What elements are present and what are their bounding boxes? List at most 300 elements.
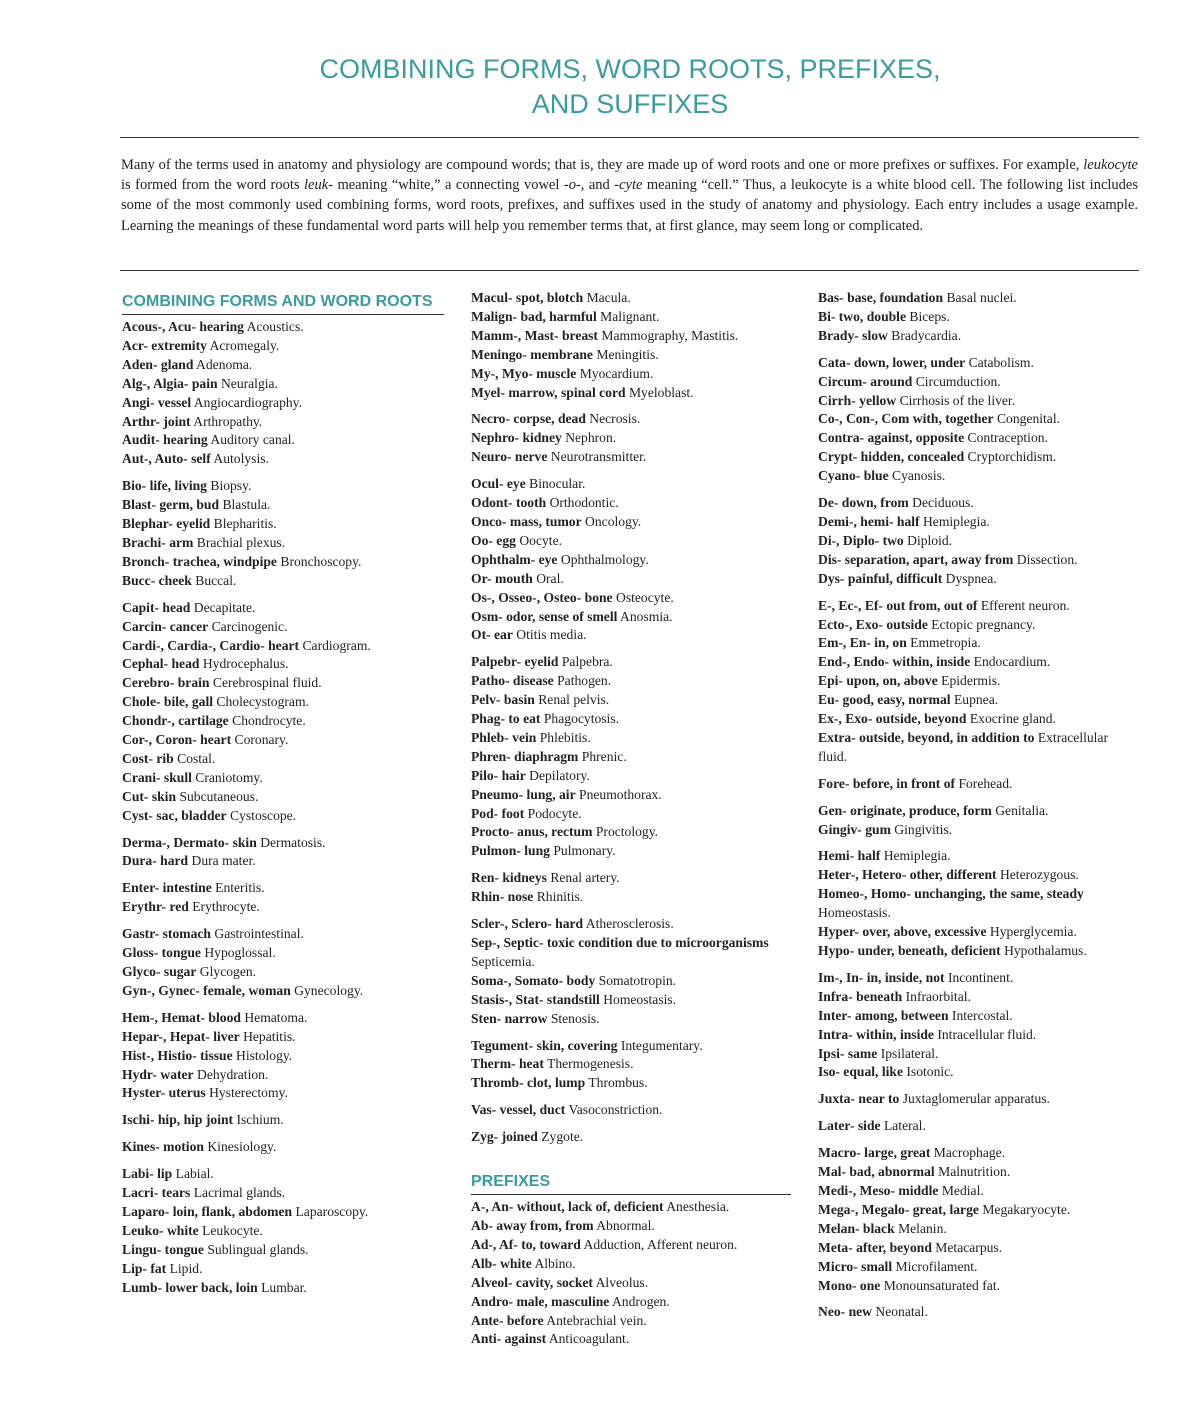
entry-example: Lateral. (883, 1118, 926, 1134)
glossary-entry (122, 879, 444, 898)
entry-example: Brachial plexus. (196, 534, 286, 550)
entry-term: Cardi-, Cardia-, Cardio- heart (122, 637, 300, 653)
entry-term: Vas- vessel, duct (471, 1102, 566, 1118)
glossary-entry (471, 729, 791, 748)
glossary-entry (818, 1026, 1140, 1045)
entry-example: Gynecology. (294, 982, 364, 998)
entry-example: Androgen. (611, 1293, 670, 1309)
entry-example: Auditory canal. (210, 432, 295, 448)
entry-term: Lip- fat (122, 1260, 167, 1276)
entry-term: Melan- black (818, 1220, 895, 1236)
entry-groups (122, 318, 444, 1298)
entry-example: Incontinent. (947, 969, 1014, 985)
entry-example: Pulmonary. (553, 843, 616, 859)
entry-group (471, 475, 791, 645)
entry-term: Di-, Diplo- two (818, 532, 904, 548)
entry-example: Intracellular fluid. (937, 1026, 1037, 1042)
glossary-entry (471, 551, 791, 570)
entry-example: Buccal. (195, 572, 237, 588)
entry-example: Vasoconstriction. (568, 1102, 663, 1118)
entry-example: Septicemia. (471, 953, 535, 969)
entry-term: Later- side (818, 1118, 881, 1134)
entry-example: Heterozygous. (999, 867, 1079, 883)
glossary-entry (122, 318, 444, 337)
entry-example: Carcinogenic. (211, 618, 288, 634)
entry-term: Hypo- under, beneath, deficient (818, 943, 1001, 958)
entry-example: Hemiplegia. (922, 513, 990, 529)
entry-example: Phrenic. (581, 748, 627, 764)
entry-example: Laparoscopy. (295, 1203, 369, 1219)
entry-term: Juxta- near to (818, 1091, 900, 1107)
entry-group (471, 653, 791, 861)
entry-group (122, 1138, 444, 1157)
entry-example: Hyperglycemia. (989, 924, 1077, 940)
glossary-entry (471, 1217, 791, 1236)
entry-example: Somatotropin. (598, 972, 677, 988)
entry-term: Medi-, Meso- middle (818, 1182, 939, 1198)
entry-term: Gastr- stomach (122, 926, 211, 942)
entry-example: Cryptorchidism. (967, 449, 1057, 465)
entry-term: Pelv- basin (471, 692, 535, 708)
column-combining-forms (122, 291, 444, 1306)
entry-example: Eupnea. (953, 692, 999, 708)
glossary-entry (122, 553, 444, 572)
entry-term: Lumb- lower back, loin (122, 1279, 258, 1295)
entry-term: Homeo-, Homo- unchanging, the same, steady (818, 886, 1084, 902)
entry-example: Alveolus. (595, 1274, 649, 1290)
entry-example: Lumbar. (261, 1279, 307, 1295)
glossary-entry (818, 1182, 1140, 1201)
entry-group (471, 289, 791, 402)
glossary-entry (818, 1239, 1140, 1258)
glossary-entry (122, 655, 444, 674)
entry-example: Otitis media. (516, 627, 587, 643)
entry-example: Antebrachial vein. (546, 1312, 647, 1328)
entry-term: Ophthalm- eye (471, 551, 558, 567)
glossary-entry (818, 942, 1140, 961)
glossary-entry (471, 513, 791, 532)
entry-group (122, 477, 444, 590)
entry-groups-prefixes (471, 1198, 791, 1349)
entry-term: Gen- originate, produce, form (818, 802, 992, 818)
glossary-entry (471, 532, 791, 551)
glossary-entry (471, 767, 791, 786)
glossary-entry (471, 626, 791, 645)
entry-example: Erythrocyte. (192, 899, 260, 915)
entry-term: Mamm-, Mast- breast (471, 327, 598, 343)
entry-example: Blepharitis. (213, 516, 277, 532)
glossary-entry (471, 308, 791, 327)
entry-term: De- down, from (818, 495, 909, 511)
entry-example: Kinesiology. (207, 1139, 277, 1155)
entry-example: Arthropathy. (193, 413, 263, 429)
entry-example: Leukocyte. (202, 1222, 263, 1238)
glossary-entry (122, 1165, 444, 1184)
entry-term: Hem-, Hemat- blood (122, 1009, 241, 1025)
entry-example: Biceps. (909, 308, 950, 324)
entry-example: Albino. (534, 1255, 576, 1271)
entry-example: Circumduction. (915, 373, 1001, 389)
glossary-entry (122, 450, 444, 469)
entry-example: Hepatitis. (243, 1028, 296, 1044)
intro-text: meaning “white,” a connecting vowel (332, 177, 564, 194)
entry-example: Gingivitis. (894, 821, 953, 837)
entry-term: Lacri- tears (122, 1185, 191, 1201)
glossary-entry (122, 1203, 444, 1222)
entry-term: Meningo- membrane (471, 346, 593, 362)
entry-term: Crani- skull (122, 769, 192, 785)
glossary-entry (818, 551, 1140, 570)
section-heading-combining-forms: COMBINING FORMS AND WORD ROOTS (122, 291, 444, 315)
entry-example: Histology. (236, 1047, 293, 1063)
entry-term: Aut-, Auto- self (122, 451, 211, 467)
entry-term: Alb- white (471, 1255, 532, 1271)
entry-example: Malnutrition. (938, 1164, 1011, 1180)
entry-term: Gyn-, Gynec- female, woman (122, 982, 291, 998)
glossary-entry (471, 1010, 791, 1029)
entry-term: Andro- male, masculine (471, 1293, 610, 1309)
entry-term: Co-, Con-, Com with, together (818, 411, 994, 427)
entry-example: Isotonic. (906, 1064, 954, 1080)
intro-root: leuk- (304, 177, 333, 194)
glossary-entry (818, 775, 1140, 794)
intro-term: leukocyte (1083, 157, 1138, 173)
entry-term: Lingu- tongue (122, 1241, 204, 1257)
entry-term: Cyst- sac, bladder (122, 807, 227, 823)
entry-example: Myocardium. (579, 365, 654, 381)
entry-example: Mammography, Mastitis. (601, 327, 739, 343)
entry-group (471, 869, 791, 907)
column-prefixes-continued (818, 289, 1140, 1330)
entry-term: Sten- narrow (471, 1010, 548, 1026)
entry-example: Anosmia. (620, 608, 673, 624)
glossary-entry (122, 834, 444, 853)
entry-example: Rhinitis. (536, 889, 584, 905)
entry-term: Contra- against, opposite (818, 430, 965, 446)
entry-term: Heter-, Hetero- other, different (818, 867, 997, 883)
glossary-entry (122, 394, 444, 413)
glossary-entry (818, 308, 1140, 327)
glossary-entry (122, 1084, 444, 1103)
entry-term: Ren- kidneys (471, 870, 547, 886)
glossary-entry (122, 1066, 444, 1085)
entry-term: Pulmon- lung (471, 843, 550, 859)
glossary-entry (471, 289, 791, 308)
page-title (120, 52, 1140, 122)
entry-term: Phren- diaphragm (471, 748, 579, 764)
entry-term: Ocul- eye (471, 476, 526, 492)
glossary-entry (122, 944, 444, 963)
entry-term: Chondr-, cartilage (122, 713, 229, 729)
entry-example: Subcutaneous. (179, 788, 259, 804)
entry-term: Rhin- nose (471, 889, 534, 905)
entry-example: Decapitate. (193, 599, 256, 615)
glossary-entry (818, 710, 1140, 729)
entry-term: Meta- after, beyond (818, 1239, 932, 1255)
entry-example: Anticoagulant. (548, 1331, 630, 1347)
entry-example: Catabolism. (968, 354, 1034, 370)
entry-term: Dis- separation, apart, away from (818, 551, 1014, 567)
entry-term: Angi- vessel (122, 394, 192, 410)
glossary-entry (818, 1063, 1140, 1082)
glossary-entry (122, 1279, 444, 1298)
entry-term: Palpebr- eyelid (471, 654, 559, 670)
entry-example: Basal nuclei. (946, 290, 1017, 305)
entry-term: Bas- base, foundation (818, 290, 944, 305)
entry-term: Labi- lip (122, 1166, 173, 1182)
entry-example: Abnormal. (596, 1217, 655, 1233)
entry-example: Podocyte. (527, 805, 582, 821)
glossary-entry (818, 494, 1140, 513)
entry-term: Micro- small (818, 1258, 893, 1274)
glossary-entry (122, 1047, 444, 1066)
entry-term: Capit- head (122, 599, 191, 615)
entry-example: Microfilament. (895, 1258, 978, 1274)
entry-term: Oo- egg (471, 532, 516, 548)
entry-example: Bradycardia. (891, 327, 962, 343)
entry-term: Pilo- hair (471, 767, 526, 783)
glossary-entry (471, 429, 791, 448)
entry-example: Dura mater. (191, 853, 256, 869)
entry-term: Audit- hearing (122, 432, 208, 448)
entry-term: Erythr- red (122, 899, 189, 915)
glossary-entry (122, 982, 444, 1001)
entry-term: Intra- within, inside (818, 1026, 934, 1042)
entry-example: Binocular. (529, 476, 586, 492)
glossary-entry (471, 1074, 791, 1093)
entry-term: Leuko- white (122, 1222, 199, 1238)
entry-term: Necro- corpse, dead (471, 411, 586, 427)
section-divider (120, 270, 1139, 271)
entry-term: Myel- marrow, spinal cord (471, 384, 626, 400)
glossary-entry (818, 988, 1140, 1007)
glossary-entry (818, 289, 1140, 308)
glossary-entry (818, 354, 1140, 373)
entry-example: Medial. (941, 1182, 984, 1198)
entry-example: Enteritis. (215, 880, 265, 896)
glossary-entry (471, 915, 791, 934)
entry-term: Eu- good, easy, normal (818, 692, 951, 708)
entry-example: Intercostal. (951, 1007, 1013, 1023)
entry-term: Soma-, Somato- body (471, 972, 596, 988)
glossary-entry (471, 570, 791, 589)
glossary-entry (122, 674, 444, 693)
intro-paragraph (121, 155, 1138, 236)
entry-group (122, 1165, 444, 1297)
entry-example: Cerebrospinal fluid. (212, 675, 322, 691)
entry-term: Infra- beneath (818, 988, 903, 1004)
entry-example: Acoustics. (246, 319, 304, 334)
glossary-entry (471, 327, 791, 346)
glossary-entry (818, 634, 1140, 653)
entry-example: Diploid. (907, 532, 953, 548)
entry-term: Bio- life, living (122, 478, 207, 494)
glossary-entry (818, 1220, 1140, 1239)
glossary-entry (122, 1111, 444, 1130)
entry-term: Arthr- joint (122, 413, 191, 429)
glossary-entry (471, 1312, 791, 1331)
glossary-entry (471, 653, 791, 672)
glossary-entry (122, 852, 444, 871)
entry-example: Acromegaly. (209, 337, 280, 353)
entry-term: Ot- ear (471, 627, 513, 643)
entry-example: Endocardium. (973, 654, 1051, 670)
entry-example: Malignant. (600, 308, 660, 324)
entry-term: Cyano- blue (818, 468, 889, 484)
entry-group (818, 1090, 1140, 1109)
glossary-entry (818, 821, 1140, 840)
glossary-entry (471, 972, 791, 991)
intro-text: meaning “cell.” Thus, a leukocyte is a white blood cell. The following list includes some of the most commonly used combining forms, word roots, prefixes, and suffixes used in the study of anatomy and physiology. Each entry includes a usage example. Learning the meanings of these fundamental word parts will help you remember terms that, at first glance, may seem long or complicated. (121, 177, 1138, 234)
glossary-entry (122, 413, 444, 432)
glossary-entry (818, 532, 1140, 551)
entry-term: Laparo- loin, flank, abdomen (122, 1203, 293, 1219)
entry-example: Cyanosis. (892, 468, 946, 484)
entry-group (818, 1117, 1140, 1136)
glossary-entry (818, 923, 1140, 942)
entry-term: Or- mouth (471, 570, 533, 586)
entry-term: Patho- disease (471, 673, 554, 689)
entry-example: Zygote. (541, 1129, 584, 1145)
glossary-entry (818, 729, 1140, 767)
glossary-entry (122, 477, 444, 496)
entry-term: Ante- before (471, 1312, 544, 1328)
entry-term: Stasis-, Stat- standstill (471, 991, 600, 1007)
glossary-entry (471, 748, 791, 767)
glossary-entry (818, 1277, 1140, 1296)
entry-example: Ipsilateral. (880, 1045, 939, 1061)
entry-term: Carcin- cancer (122, 618, 209, 634)
entry-term: Derma-, Dermato- skin (122, 834, 257, 850)
glossary-entry (122, 431, 444, 450)
entry-term: Gingiv- gum (818, 821, 891, 837)
entry-example: Monounsaturated fat. (883, 1277, 1000, 1293)
entry-group (818, 597, 1140, 767)
intro-root: -cyte (614, 177, 643, 194)
entry-group (818, 354, 1140, 486)
glossary-entry (122, 337, 444, 356)
entry-example: Macrophage. (933, 1145, 1006, 1161)
glossary-entry (122, 599, 444, 618)
glossary-entry (818, 1045, 1140, 1064)
entry-example: Cholecystogram. (216, 694, 309, 710)
entry-example: Lacrimal glands. (193, 1185, 286, 1201)
entry-example: Renal pelvis. (538, 692, 610, 708)
glossary-entry (122, 515, 444, 534)
entry-term: Tegument- skin, covering (471, 1037, 618, 1053)
glossary-entry (818, 1144, 1140, 1163)
glossary-entry (122, 1009, 444, 1028)
entry-term: Brachi- arm (122, 534, 194, 550)
glossary-entry (471, 475, 791, 494)
glossary-entry (471, 691, 791, 710)
entry-example: Dehydration. (197, 1066, 269, 1082)
glossary-entry (471, 710, 791, 729)
glossary-entry (471, 1101, 791, 1120)
entry-term: Neuro- nerve (471, 449, 548, 465)
entry-term: Ischi- hip, hip joint (122, 1112, 234, 1128)
entry-example: Hemiplegia. (883, 848, 951, 864)
glossary-entry (471, 1255, 791, 1274)
entry-term: Kines- motion (122, 1139, 204, 1155)
entry-example: Hysterectomy. (209, 1085, 288, 1101)
entry-example: Infraorbital. (905, 988, 971, 1004)
glossary-entry (122, 769, 444, 788)
glossary-entry (818, 1090, 1140, 1109)
glossary-entry (471, 1198, 791, 1217)
entry-term: Inter- among, between (818, 1007, 949, 1023)
entry-term: Os-, Osseo-, Osteo- bone (471, 589, 613, 605)
entry-group (818, 289, 1140, 346)
glossary-entry (122, 637, 444, 656)
entry-example: Blastula. (222, 497, 271, 513)
entry-term: Malign- bad, harmful (471, 308, 597, 324)
glossary-entry (122, 693, 444, 712)
entry-example: Congenital. (996, 411, 1061, 427)
entry-term: Phag- to eat (471, 711, 541, 727)
entry-example: Glycogen. (199, 964, 257, 979)
glossary-entry (122, 898, 444, 917)
entry-example: Stenosis. (550, 1010, 600, 1026)
glossary-entry (122, 356, 444, 375)
glossary-entry (818, 1303, 1140, 1322)
entry-group (471, 1037, 791, 1094)
entry-term: Thromb- clot, lump (471, 1075, 586, 1091)
entry-term: Hemi- half (818, 848, 881, 864)
glossary-entry (818, 885, 1140, 923)
entry-example: Oral. (536, 570, 564, 586)
entry-group (818, 775, 1140, 794)
entry-term: Em-, En- in, on (818, 635, 907, 651)
glossary-entry (818, 392, 1140, 411)
entry-term: Alveol- cavity, socket (471, 1274, 593, 1290)
entry-example: Bronchoscopy. (280, 553, 362, 569)
entry-term: Odont- tooth (471, 495, 547, 511)
entry-example: Melanin. (898, 1220, 947, 1236)
entry-term: Demi-, hemi- half (818, 513, 920, 529)
entry-example: Emmetropia. (910, 635, 981, 651)
entry-term: Nephro- kidney (471, 430, 562, 446)
entry-example: Exocrine gland. (969, 711, 1056, 727)
entry-example: Neuralgia. (220, 375, 278, 391)
glossary-entry (471, 805, 791, 824)
entry-term: Mega-, Megalo- great, large (818, 1201, 979, 1217)
glossary-entry (122, 572, 444, 591)
glossary-entry (818, 429, 1140, 448)
entry-example: Dyspnea. (945, 570, 997, 586)
entry-example: Adduction, Afferent neuron. (583, 1236, 738, 1252)
glossary-entry (471, 346, 791, 365)
entry-group (818, 969, 1140, 1082)
glossary-entry (818, 597, 1140, 616)
entry-example: Efferent neuron. (980, 597, 1070, 613)
glossary-entry (122, 534, 444, 553)
entry-group (122, 834, 444, 872)
entry-term: Anti- against (471, 1331, 547, 1347)
entry-example: Angiocardiography. (193, 394, 302, 410)
entry-term: Ecto-, Exo- outside (818, 616, 928, 632)
entry-group (471, 915, 791, 1028)
glossary-entry (471, 1330, 791, 1349)
entry-term: A-, An- without, lack of, deficient (471, 1199, 664, 1215)
entry-example: Hematoma. (244, 1009, 308, 1025)
entry-group (818, 494, 1140, 589)
glossary-entry (122, 807, 444, 826)
glossary-entry (471, 1236, 791, 1255)
entry-term: Brady- slow (818, 327, 888, 343)
entry-term: Scler-, Sclero- hard (471, 916, 584, 932)
entry-example: Hypoglossal. (204, 945, 276, 961)
